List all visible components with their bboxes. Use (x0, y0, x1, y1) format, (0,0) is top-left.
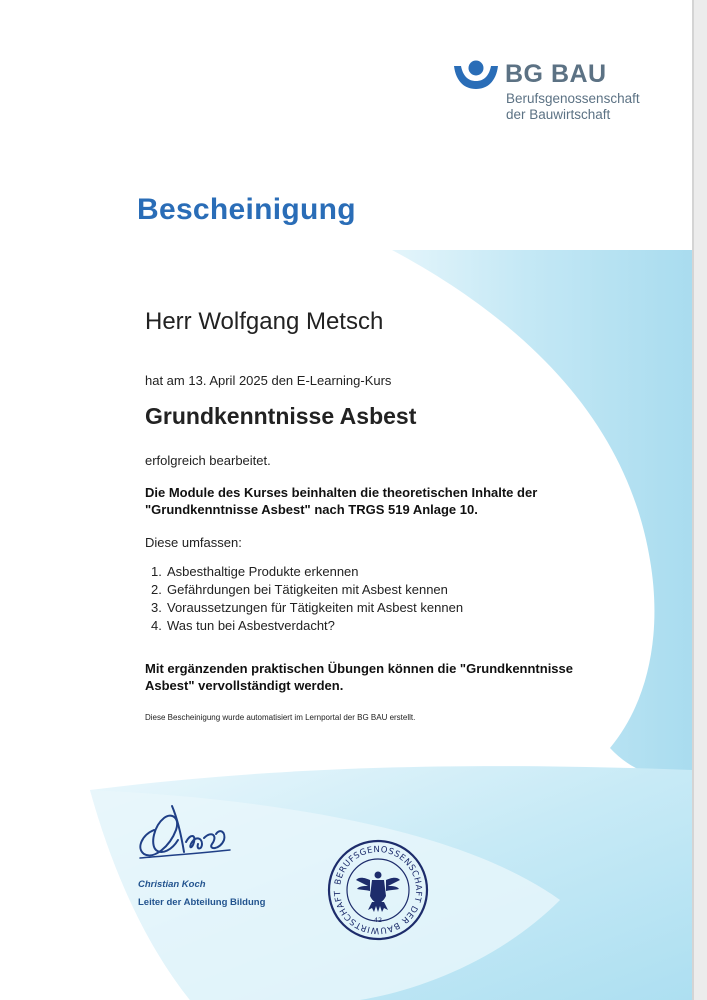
logo-subtitle-line1: Berufsgenossenschaft (506, 91, 640, 106)
topic-number: 3. (151, 600, 162, 615)
topic-text: Gefährdungen bei Tätigkeiten mit Asbest kennen (167, 582, 448, 597)
signer-role: Leiter der Abteilung Bildung (138, 897, 266, 908)
official-seal-icon (326, 838, 430, 942)
topic-item (151, 581, 463, 599)
footnote: Diese Bescheinigung wurde automatisiert im Lernportal der BG BAU erstellt. (145, 713, 416, 722)
course-name: Grundkenntnisse Asbest (145, 403, 417, 429)
intro-text: hat am 13. April 2025 den E-Learning-Kurs (145, 373, 392, 388)
svg-text:BERUFSGENOSSENSCHAFT DER BAUWI: BERUFSGENOSSENSCHAFT DER BAUWIRTSCHAFT (332, 844, 424, 936)
signer-name: Christian Koch (138, 879, 206, 890)
topic-text: Asbesthaltige Produkte erkennen (167, 564, 359, 579)
svg-text:42: 42 (373, 916, 383, 924)
logo-subtitle-line2: der Bauwirtschaft (506, 107, 611, 122)
modules-line-1: Die Module des Kurses beinhalten die theoretischen Inhalte der (145, 485, 538, 500)
topic-item (151, 617, 463, 635)
topic-item (151, 599, 463, 617)
logo-name: BG BAU (505, 60, 607, 88)
bg-bau-logo (453, 58, 653, 128)
topics-list (151, 563, 463, 635)
practical-line-1: Mit ergänzenden praktischen Übungen können die "Grundkenntnisse (145, 661, 573, 676)
logo-mark-icon (453, 60, 499, 90)
topic-text: Was tun bei Asbestverdacht? (167, 618, 335, 633)
topic-number: 1. (151, 564, 162, 579)
topics-intro: Diese umfassen: (145, 535, 242, 550)
eagle-icon (356, 872, 400, 913)
recipient-name: Herr Wolfgang Metsch (145, 308, 384, 335)
handwritten-signature (132, 800, 242, 865)
document-title: Bescheinigung (137, 193, 356, 226)
modules-line-2: "Grundkenntnisse Asbest" nach TRGS 519 Anlage 10. (145, 502, 478, 517)
topic-item (151, 563, 463, 581)
practical-line-2: Asbest" vervollständigt werden. (145, 678, 344, 693)
topic-text: Voraussetzungen für Tätigkeiten mit Asbest kennen (167, 600, 464, 615)
topic-number: 4. (151, 618, 162, 633)
practical-paragraph (145, 660, 665, 694)
topic-number: 2. (151, 582, 162, 597)
completion-text: erfolgreich bearbeitet. (145, 453, 271, 468)
modules-paragraph (145, 484, 665, 518)
